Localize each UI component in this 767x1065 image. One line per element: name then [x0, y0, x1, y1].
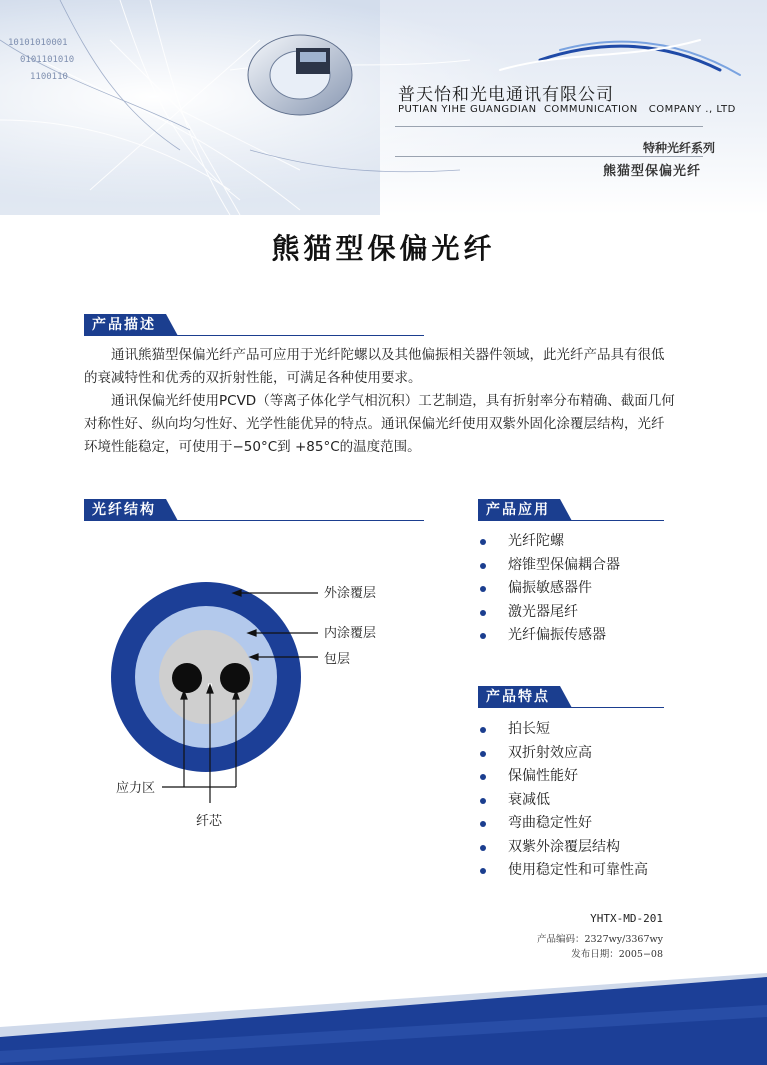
list-item-text: 熔锥型保偏耦合器 — [508, 556, 620, 573]
features-heading — [478, 686, 664, 708]
description-text — [84, 344, 676, 459]
bullet-icon — [480, 633, 486, 639]
list-item-text: 保偏性能好 — [508, 768, 578, 784]
section-tab: 产品特点 — [478, 686, 560, 708]
bullet-icon — [480, 727, 486, 733]
list-item — [478, 624, 620, 648]
label-stress-zone: 应力区 — [116, 781, 156, 796]
applications-heading — [478, 499, 664, 521]
bullet-icon — [480, 774, 486, 780]
stress-rod-right — [220, 663, 250, 693]
svg-text:10101010001: 10101010001 — [8, 38, 68, 48]
list-item-text: 激光器尾纤 — [508, 603, 578, 620]
fiber-spool-icon — [248, 35, 352, 115]
bullet-icon — [480, 539, 486, 545]
product-code: 产品编码：2327wy/3367wy — [536, 934, 663, 945]
section-tab: 光纤结构 — [84, 499, 166, 521]
release-date: 发布日期：2005−08 — [571, 949, 663, 960]
series-name: 熊猫型保偏光纤 — [602, 164, 701, 179]
bullet-icon — [480, 845, 486, 851]
bullet-icon — [480, 821, 486, 827]
label-outer-coating: 外涂覆层 — [324, 586, 377, 601]
fiber-cross-section-diagram — [100, 575, 420, 845]
bullet-icon — [480, 868, 486, 874]
paragraph: 通讯熊猫型保偏光纤产品可应用于光纤陀螺以及其他偏振相关器件领域，此光纤产品具有很低的衰减特性和优秀的双折射性能，可满足各种使用要求。 — [84, 347, 665, 386]
header-divider — [395, 126, 703, 127]
list-item-text: 双紫外涂覆层结构 — [508, 838, 620, 855]
list-item — [478, 601, 620, 625]
applications-list — [478, 530, 620, 648]
features-list — [478, 718, 648, 883]
list-item — [478, 812, 648, 836]
document-code: YHTX-MD-201 — [590, 912, 663, 925]
list-item — [478, 859, 648, 883]
bullet-icon — [480, 751, 486, 757]
section-tab: 产品描述 — [84, 314, 166, 336]
label-cladding: 包层 — [324, 652, 351, 667]
bullet-icon — [480, 563, 486, 569]
company-name-en: PUTIAN YIHE GUANGDIAN COMMUNICATION COMPANY ., LTD — [398, 104, 736, 115]
structure-heading — [84, 499, 424, 521]
list-item-text: 光纤偏振传感器 — [508, 627, 606, 643]
list-item-text: 偏振敏感器件 — [508, 580, 592, 596]
label-core: 纤芯 — [196, 814, 223, 829]
list-item-text: 使用稳定性和可靠性高 — [508, 862, 648, 878]
list-item — [478, 836, 648, 860]
header-banner — [0, 0, 767, 215]
list-item — [478, 530, 620, 554]
series-label: 特种光纤系列 — [642, 141, 715, 155]
svg-text:0101101010: 0101101010 — [20, 55, 75, 65]
label-inner-coating: 内涂覆层 — [324, 626, 377, 641]
list-item-text: 拍长短 — [508, 721, 550, 737]
bullet-icon — [480, 798, 486, 804]
description-heading — [84, 314, 424, 336]
list-item — [478, 577, 620, 601]
list-item-text: 衰减低 — [508, 791, 550, 808]
section-tab: 产品应用 — [478, 499, 560, 521]
list-item — [478, 742, 648, 766]
list-item — [478, 765, 648, 789]
list-item — [478, 718, 648, 742]
company-name-cn: 普天怡和光电通讯有限公司 — [398, 85, 614, 105]
list-item-text: 双折射效应高 — [508, 744, 592, 761]
bullet-icon — [480, 586, 486, 592]
paragraph: 通讯保偏光纤使用PCVD（等离子体化学气相沉积）工艺制造，具有折射率分布精确、截面几何对称性好、纵向均匀性好、光学性能优异的特点。通讯保偏光纤使用双紫外固化涂覆层结构，光纤环境性能稳定，可使用于−50°C到 +85°C的温度范围。 — [84, 393, 675, 455]
list-item-text: 光纤陀螺 — [508, 533, 564, 549]
header-divider — [395, 156, 703, 157]
list-item — [478, 789, 648, 813]
footer-band — [0, 965, 767, 1065]
list-item — [478, 554, 620, 578]
svg-text:1100110: 1100110 — [30, 72, 68, 82]
bullet-icon — [480, 610, 486, 616]
stress-rod-left — [172, 663, 202, 693]
list-item-text: 弯曲稳定性好 — [508, 815, 592, 831]
page-title: 熊猫型保偏光纤 — [271, 232, 496, 265]
